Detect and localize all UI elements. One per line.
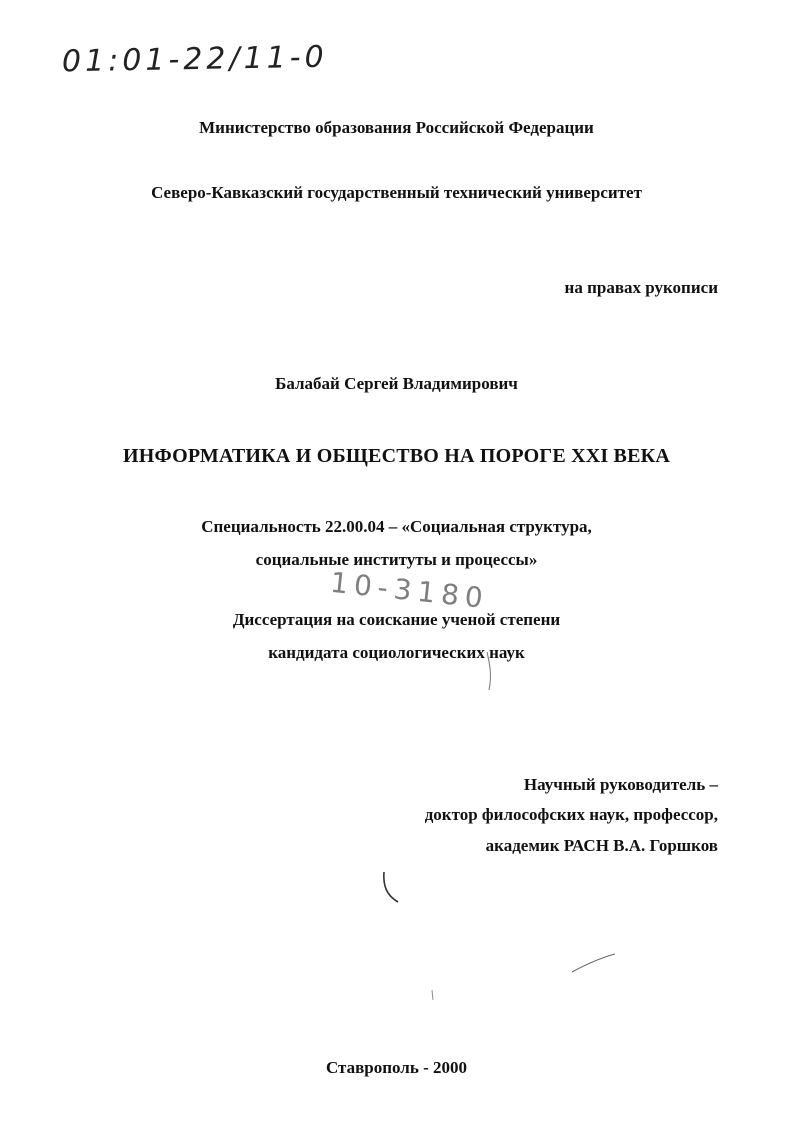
author-name: Балабай Сергей Владимирович [275,374,518,393]
advisor-degree: доктор философских наук, профессор, [424,805,718,824]
university-heading: Северо-Кавказский государственный технический университет [151,183,642,202]
ministry-heading: Министерство образования Российской Федерации [199,118,594,137]
specialty-line-2: социальные институты и процессы» [255,550,538,569]
advisor-label: Научный руководитель – [523,775,718,794]
degree-line-1: Диссертация на соискание ученой степени [232,610,561,629]
advisor-name: академик РАСН В.А. Горшков [485,836,718,855]
handwritten-archive-code: 01:01-22/11-0 [61,39,328,80]
dissertation-title: ИНФОРМАТИКА И ОБЩЕСТВО НА ПОРОГЕ XXI ВЕКА [123,445,670,467]
degree-line-2: кандидата социологических наук [268,643,525,662]
place-and-year: Ставрополь - 2000 [325,1058,467,1077]
manuscript-note: на правах рукописи [564,278,718,297]
specialty-line-1: Специальность 22.00.04 – «Социальная структура, [201,517,592,536]
stamped-number: 10-3180 [328,565,491,616]
